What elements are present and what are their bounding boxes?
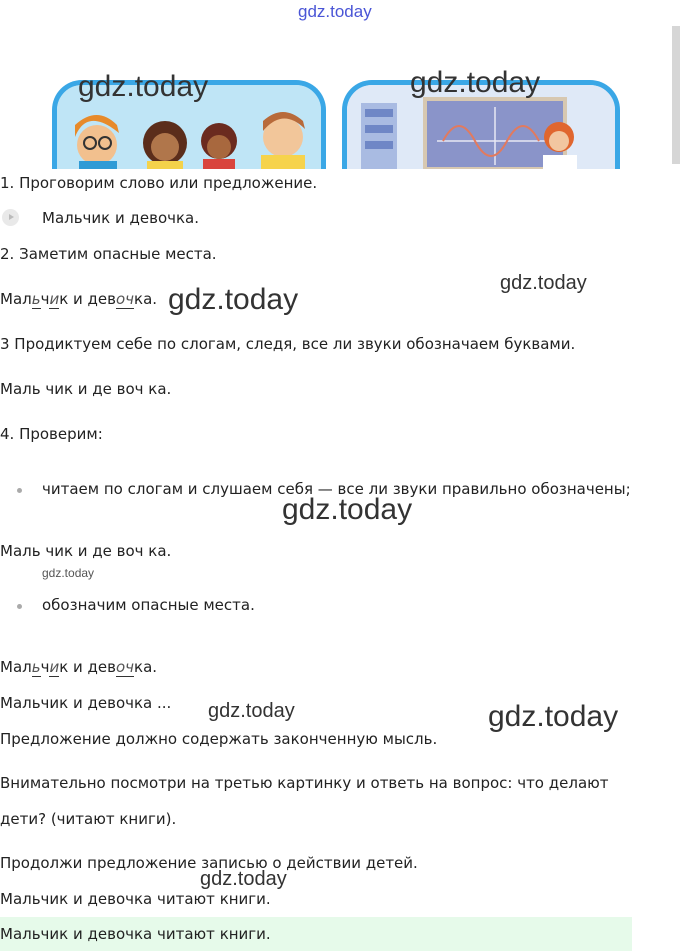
answer-text: Мальчик и девочка читают книги.	[0, 890, 271, 908]
watermark: gdz.today	[78, 70, 209, 103]
text-part: ч	[40, 290, 50, 308]
text-part: а.	[143, 658, 158, 676]
step-2-text: 2. Заметим опасные места.	[0, 245, 217, 263]
watermark: gdz.today	[42, 566, 95, 580]
bullet	[17, 604, 22, 609]
danger-letter: оч	[116, 290, 135, 308]
scrollbar[interactable]	[672, 26, 680, 164]
watermark: gdz.today	[208, 700, 295, 722]
continue-text: Продолжи предложение записью о действии детей.	[0, 854, 418, 872]
answer-final-text: Мальчик и девочка читают книги.	[0, 925, 271, 943]
text-part: к	[134, 658, 144, 676]
text-part: Мал	[0, 658, 32, 676]
text-part: а.	[143, 290, 158, 308]
danger-letter: ь	[31, 658, 41, 676]
audio-phrase: Мальчик и девочка.	[42, 209, 200, 227]
text-part: к	[134, 290, 144, 308]
syllables-phrase: Маль чик и де воч ка.	[0, 380, 172, 398]
marked-phrase	[0, 657, 157, 677]
text-part: к и дев	[59, 658, 116, 676]
text-part: к и дев	[59, 290, 116, 308]
danger-letter: и	[49, 290, 60, 308]
danger-letter: ь	[31, 290, 41, 308]
danger-letter: оч	[116, 658, 135, 676]
step-4-text: 4. Проверим:	[0, 425, 103, 443]
step-3-text: 3 Продиктуем себе по слогам, следя, все ли звуки обозначаем буквами.	[0, 335, 576, 353]
watermark: gdz.today	[282, 493, 413, 526]
text-part: Мал	[0, 290, 32, 308]
check-item-2: обозначим опасные места.	[42, 596, 255, 614]
watermark: gdz.today	[200, 868, 287, 890]
watermark: gdz.today	[500, 272, 587, 294]
watermark: gdz.today	[168, 283, 299, 316]
text-part: ч	[40, 658, 50, 676]
step-1-text: 1. Проговорим слово или предложение.	[0, 174, 318, 192]
danger-letter: и	[49, 658, 60, 676]
marked-phrase	[0, 289, 157, 309]
task-text-1: Внимательно посмотри на третью картинку и ответь на вопрос: что делают	[0, 774, 609, 792]
check-item-1: читаем по слогам и слушаем себя — все ли звуки правильно обозначены;	[42, 480, 631, 498]
watermark: gdz.today	[410, 66, 541, 99]
rule-text: Предложение должно содержать законченную мысль.	[0, 730, 438, 748]
syllables-phrase: Маль чик и де воч ка.	[0, 542, 172, 560]
watermark: gdz.today	[488, 700, 619, 733]
fragment-text: Мальчик и девочка ...	[0, 694, 172, 712]
bullet	[17, 488, 22, 493]
task-text-2: дети? (читают книги).	[0, 810, 177, 828]
play-icon[interactable]	[2, 209, 19, 226]
watermark-top: gdz.today	[298, 2, 372, 21]
